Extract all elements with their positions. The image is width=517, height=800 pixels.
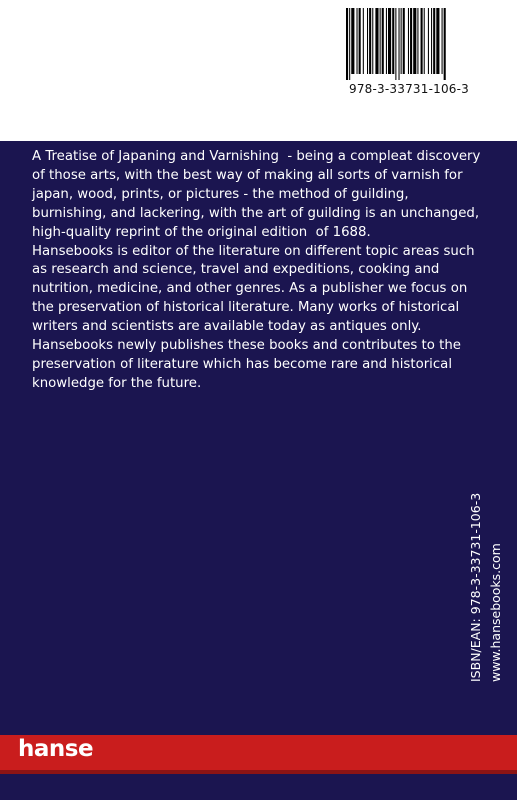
barcode-bar (408, 8, 409, 74)
barcode-bar (424, 8, 425, 74)
barcode-bar (421, 8, 423, 74)
barcode-area (0, 0, 517, 141)
publisher-band-edge (0, 770, 517, 774)
barcode-bar (382, 8, 384, 74)
barcode-bar (428, 8, 429, 74)
barcode-bar (380, 8, 381, 74)
barcode-bar (433, 8, 435, 74)
website-label: www.hansebooks.com (488, 543, 503, 682)
barcode-bar (388, 8, 391, 74)
barcode-bar (403, 8, 405, 74)
publisher-logo: hanse (18, 736, 94, 762)
back-cover-description (32, 148, 487, 394)
barcode-bar (375, 8, 378, 74)
barcode-bar (386, 8, 387, 74)
book-summary: A Treatise of Japaning and Varnishing - being a compleat discovery of those arts, with the best way of making all sorts of varnish for japan, wood, prints, or pictures - the method of guilding, burnishing, and lackering, with the art of guilding is an unchanged, high-quality reprint of the original edition of 1688. (32, 149, 485, 240)
barcode-bar (363, 8, 364, 74)
barcode-bar (442, 8, 443, 74)
isbn-label: ISBN/EAN: 978-3-33731-106-3 (468, 492, 483, 682)
barcode-bar (410, 8, 412, 74)
barcode-bar (401, 8, 402, 74)
barcode-bar (367, 8, 368, 74)
barcode-bar (413, 8, 416, 74)
barcode-bar (357, 8, 358, 74)
barcode-bar (349, 8, 350, 80)
barcode-bar (351, 8, 354, 74)
barcode-bar (444, 8, 446, 80)
barcode-bar (392, 8, 394, 74)
barcode-bar (436, 8, 439, 74)
barcode-bar (417, 8, 418, 74)
barcode-bar (395, 8, 396, 80)
barcode-bar (359, 8, 361, 74)
publisher-blurb: Hansebooks is editor of the literature on different topic areas such as research and science, travel and expeditions, cooking and nutrition, medicine, and other genres. As a publisher we focus on the preservation of historical literature. Many works of historical writers and scientists are available today as antiques only. Hansebooks newly publishes these books and contributes to the preservation of literature which has become rare and historical knowledge for the future. (32, 243, 479, 391)
barcode-bar (372, 8, 373, 74)
barcode-bar (346, 8, 348, 80)
barcode-bar (431, 8, 432, 74)
barcode-number: 978-3-33731-106-3 (349, 82, 469, 96)
isbn-website-vertical (466, 493, 506, 682)
barcode-bars (342, 8, 476, 82)
barcode-bar (369, 8, 371, 74)
barcode-bar (399, 8, 400, 80)
